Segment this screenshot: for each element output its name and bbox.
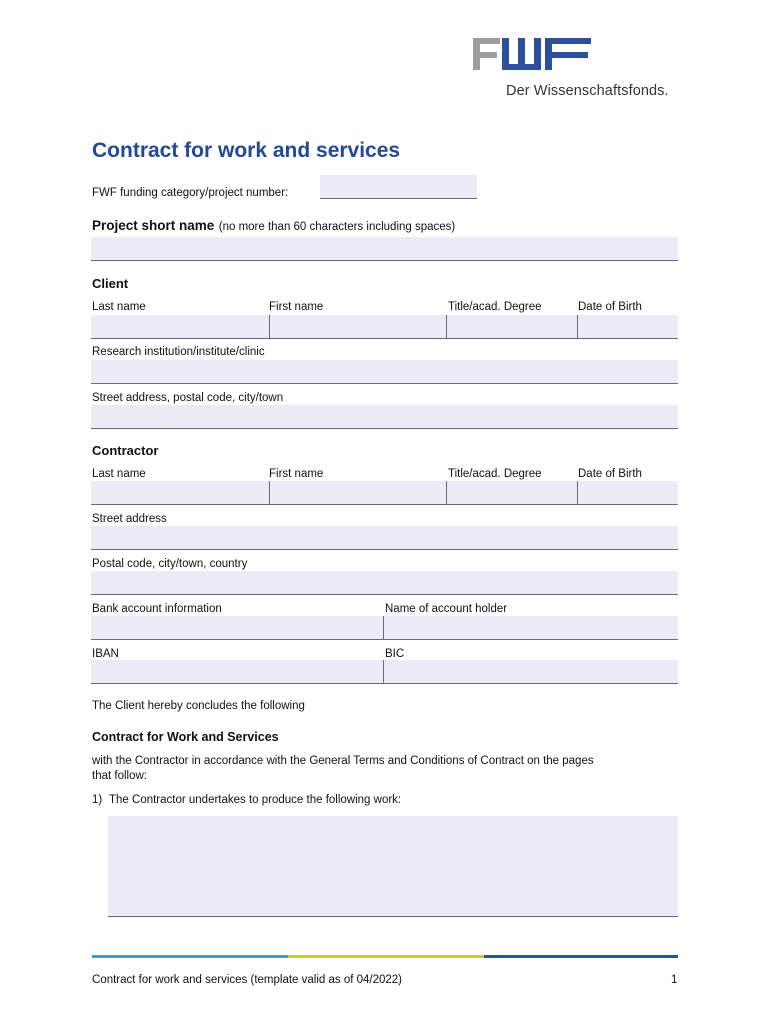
contractor-dob-label: Date of Birth xyxy=(578,468,642,480)
contractor-title-label: Title/acad. Degree xyxy=(448,468,542,480)
page-number: 1 xyxy=(671,974,678,986)
bic-label: BIC xyxy=(385,648,405,660)
client-last-name-field[interactable] xyxy=(91,315,269,339)
logo-letter-w xyxy=(502,38,541,70)
iban-field[interactable] xyxy=(91,660,383,684)
client-institution-label: Research institution/institute/clinic xyxy=(92,346,265,358)
item1-number: 1) xyxy=(92,794,103,806)
footer-bar-blue xyxy=(92,955,288,958)
funding-label: FWF funding category/project number: xyxy=(92,187,289,199)
client-address-label: Street address, postal code, city/town xyxy=(92,392,284,404)
account-holder-field[interactable] xyxy=(384,616,678,640)
client-institution-field[interactable] xyxy=(91,360,678,384)
document-title: Contract for work and services xyxy=(92,139,401,162)
contractor-street-label: Street address xyxy=(92,513,167,525)
bank-account-field[interactable] xyxy=(91,616,383,640)
client-first-name-field[interactable] xyxy=(270,315,446,339)
project-name-label: Project short name xyxy=(92,218,215,233)
bic-field[interactable] xyxy=(384,660,678,684)
iban-label: IBAN xyxy=(92,648,119,660)
logo-letter-f1 xyxy=(473,38,500,70)
client-dob-label: Date of Birth xyxy=(578,301,642,313)
client-address-field[interactable] xyxy=(91,405,678,429)
concludes-text: The Client hereby concludes the following xyxy=(92,700,305,712)
contractor-postal-label: Postal code, city/town, country xyxy=(92,558,248,570)
fwf-logo xyxy=(470,36,594,74)
client-first-name-label: First name xyxy=(269,301,324,313)
footer-text: Contract for work and services (template valid as of 04/2022) xyxy=(92,974,403,986)
contractor-last-name-label: Last name xyxy=(92,468,146,480)
client-heading: Client xyxy=(92,276,129,291)
client-dob-field[interactable] xyxy=(578,315,678,339)
contractor-first-name-label: First name xyxy=(269,468,324,480)
work-description-field[interactable] xyxy=(108,816,678,917)
contractor-title-field[interactable] xyxy=(447,481,577,505)
contractor-first-name-field[interactable] xyxy=(270,481,446,505)
footer-bar-yellow xyxy=(288,955,484,958)
contractor-dob-field[interactable] xyxy=(578,481,678,505)
accordance-text-line1: with the Contractor in accordance with the General Terms and Conditions of Contract on the pages xyxy=(92,755,594,767)
contract-heading: Contract for Work and Services xyxy=(92,730,279,744)
project-name-field[interactable] xyxy=(91,237,678,261)
bank-account-label: Bank account information xyxy=(92,603,222,615)
client-last-name-label: Last name xyxy=(92,301,146,313)
item1-text: The Contractor undertakes to produce the following work: xyxy=(109,794,402,806)
contractor-last-name-field[interactable] xyxy=(91,481,269,505)
logo-letter-f2 xyxy=(545,38,591,70)
project-name-heading xyxy=(92,217,455,235)
logo-subtitle: Der Wissenschaftsfonds. xyxy=(506,83,669,99)
account-holder-label: Name of account holder xyxy=(385,603,508,615)
contractor-postal-field[interactable] xyxy=(91,571,678,595)
funding-field[interactable] xyxy=(320,175,477,199)
footer-bar-darkblue xyxy=(484,955,678,958)
project-name-hint: (no more than 60 characters including spaces) xyxy=(218,221,456,233)
contractor-heading: Contractor xyxy=(92,443,159,458)
contractor-street-field[interactable] xyxy=(91,526,678,550)
accordance-text-line2: that follow: xyxy=(92,770,147,782)
client-title-label: Title/acad. Degree xyxy=(448,301,542,313)
client-title-field[interactable] xyxy=(447,315,577,339)
